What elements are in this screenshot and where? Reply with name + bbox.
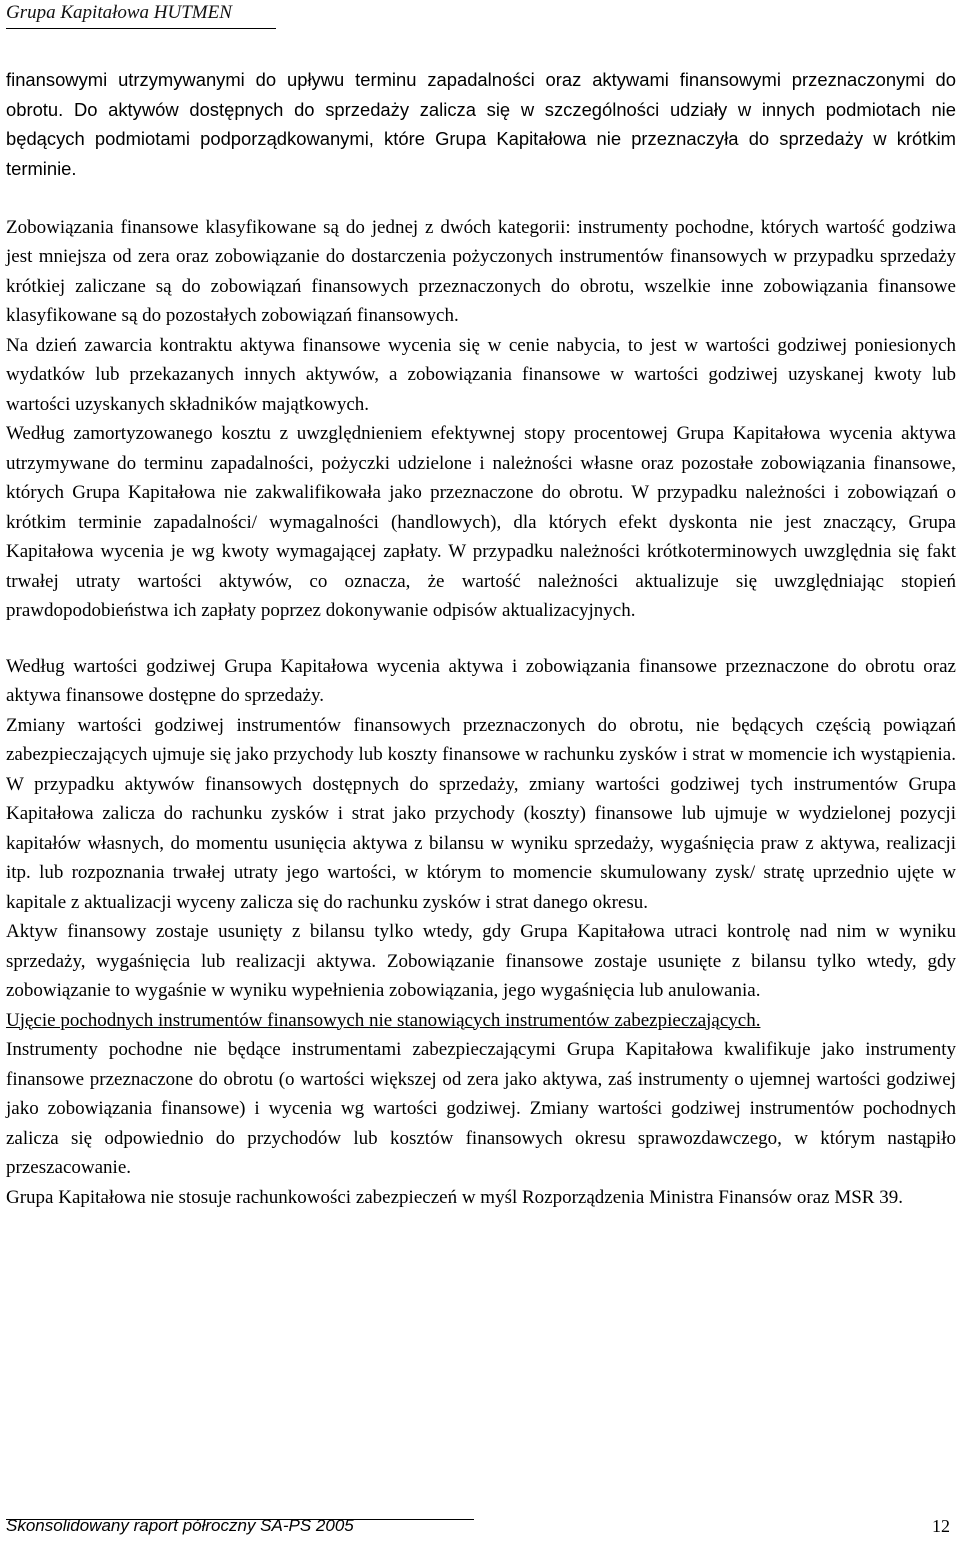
paragraph-fair-value: Według wartości godziwej Grupa Kapitałowa wycenia aktywa i zobowiązania finansowe przeznaczone do obrotu oraz aktywa finansowe dostępne do sprzedaży. [6,655,956,706]
paragraph-derivatives: Instrumenty pochodne nie będące instrumentami zabezpieczającymi Grupa Kapitałowa kwalifikuje jako instrumenty finansowe przeznaczone do obrotu (o wartości większej od zera jako aktywa, zaś instrumenty o ujemnej wartości godziwej jako zobowiązania finansowe) i wycenia wg wartości godziwej. Zmiany wartości godziwej instrumentów pochodnych zalicza się odpowiednio do przychodów lub kosztów finansowych okresu sprawozdawczego, w którym nastąpiło przeszacowanie. [6,1039,956,1178]
paragraph-fair-value-changes: Zmiany wartości godziwej instrumentów finansowych przeznaczonych do obrotu, nie będących częścią powiązań zabezpieczających ujmuje się jako przychody lub koszty finansowe w rachunku zysków i strat w momencie ich wystąpienia. W przypadku aktywów finansowych dostępnych do sprzedaży, zmiany wartości godziwej tych instrumentów Grupa Kapitałowa zalicza do rachunku zysków i strat jako przychody (koszty) finansowe lub ujmuje w wydzielonej pozycji kapitałów własnych, do momentu usunięcia aktywa z bilansu w wyniku sprzedaży, wygaśnięcia praw z aktywa, realizacji itp. lub rozpoznania trwałej utraty jego wartości, w którym to momencie skumulowany zysk/ stratę uprzednio ujęte w kapitale z aktualizacji wyceny zalicza się do rachunku zysków i strat danego okresu. [6,714,956,913]
header-divider [6,28,276,29]
paragraph-gap [6,183,956,213]
paragraph-derecognition: Aktyw finansowy zostaje usunięty z bilansu tylko wtedy, gdy Grupa Kapitałowa utraci kontrolę nad nim w wyniku sprzedaży, wygaśnięcia lub realizacji aktywa. Zobowiązanie finansowe zostaje usunięte z bilansu tylko wtedy, gdy zobowiązanie to wygaśnie w wyniku wypełnienia zobowiązania, jego wygaśnięcia lub anulowania. [6,921,956,1001]
section-heading-derivatives: Ujęcie pochodnych instrumentów finansowych nie stanowiących instrumentów zabezpieczających. [6,1009,761,1031]
paragraph-amortized-cost: Według zamortyzowanego kosztu z uwzględnieniem efektywnej stopy procentowej Grupa Kapitałowa wycenia aktywa utrzymywane do terminu zapadalności, pożyczki udzielone i należności własne oraz pozostałe zobowiązania finansowe, których Grupa Kapitałowa nie zakwalifikowała jako przeznaczone do obrotu. W przypadku należności i zobowiązań o krótkim terminie zapadalności/ wymagalności (handlowych), dla których efekt dyskonta nie jest znaczący, Grupa Kapitałowa wycenia je wg kwoty wymagającej zapłaty. W przypadku należności krótkoterminowych uwzględnia się fakt trwałej utraty wartości aktywów, co oznacza, że wartość należności aktualizuje się uwzględniając stopień prawdopodobieństwa ich zapłaty poprzez dokonywanie odpisów aktualizacyjnych. [6,423,956,621]
page-number: 12 [932,1516,950,1536]
paragraph-financial-assets: finansowymi utrzymywanymi do upływu terminu zapadalności oraz aktywami finansowymi przeznaczonymi do obrotu. Do aktywów dostępnych do sprzedaży zalicza się w szczególności udziały w innych podmiotach nie będących podmiotami podporządkowanymi, które Grupa Kapitałowa nie przeznaczyła do sprzedaży w krótkim terminie. [6,69,956,179]
page-header: Grupa Kapitałowa HUTMEN [6,2,232,23]
footer-report-title: Skonsolidowany raport półroczny SA-PS 2005 [6,1516,354,1535]
document-body [6,65,956,1212]
paragraph-initial-measurement: Na dzień zawarcia kontraktu aktywa finansowe wycenia się w cenie nabycia, to jest w wartości godziwej poniesionych wydatków lub przekazanych innych aktywów, a zobowiązania finansowe w wartości godziwej uzyskanej kwoty lub wartości uzyskanych składników majątkowych. [6,334,956,415]
paragraph-gap [6,626,956,652]
paragraph-hedge-accounting: Grupa Kapitałowa nie stosuje rachunkowości zabezpieczeń w myśl Rozporządzenia Ministra Finansów oraz MSR 39. [6,1186,903,1208]
paragraph-financial-liabilities: Zobowiązania finansowe klasyfikowane są do jednej z dwóch kategorii: instrumenty pochodne, których wartość godziwa jest mniejsza od zera oraz zobowiązanie do dostarczenia pożyczonych instrumentów finansowych w przypadku sprzedaży krótkiej zaliczane są do zobowiązań finansowych przeznaczonych do obrotu, wszelkie inne zobowiązania finansowe klasyfikowane są do pozostałych zobowiązań finansowych. [6,216,956,326]
